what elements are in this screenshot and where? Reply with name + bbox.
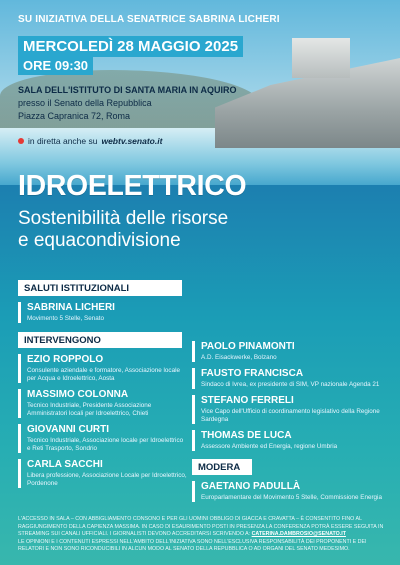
- speaker-role: A.D. Eisackwerke, Bolzano: [201, 354, 277, 361]
- subtitle-line-1: Sostenibilità delle risorse: [18, 208, 229, 229]
- speaker-role: Sindaco di Ivrea, ex presidente di SIM, VP nazionale Agenda 21: [201, 381, 380, 388]
- speaker-bar: [192, 395, 195, 424]
- speaker-entry: [18, 389, 188, 418]
- speaker-bar: [192, 430, 195, 451]
- speaker-name: CARLA SACCHI: [27, 459, 103, 470]
- venue-address: Piazza Capranica 72, Roma: [18, 111, 131, 121]
- venue-block: [18, 84, 236, 123]
- right-column: [192, 335, 384, 502]
- footer-notice: [18, 516, 384, 554]
- live-prefix: in diretta anche su: [28, 136, 98, 146]
- live-dot-icon: [18, 138, 24, 144]
- speaker-role: Consulente aziendale e formatore, Associazione locale per Acqua e Idroelettrico, Aosta: [27, 367, 180, 382]
- speaker-bar: [18, 389, 21, 418]
- speaker-entry: [18, 302, 188, 323]
- speaker-entry: [192, 368, 384, 389]
- left-column: [18, 280, 188, 488]
- speaker-name: STEFANO FERRELI: [201, 395, 294, 406]
- speaker-entry: [192, 395, 384, 424]
- speaker-bar: [18, 354, 21, 383]
- speaker-bar: [18, 424, 21, 453]
- speaker-bar: [18, 459, 21, 488]
- event-subtitle: [18, 208, 378, 252]
- live-link[interactable]: webtv.senato.it: [101, 136, 163, 146]
- speaker-entry: [18, 459, 188, 488]
- speaker-name: GAETANO PADULLÀ: [201, 481, 301, 492]
- section-intervengono: INTERVENGONO: [18, 332, 182, 348]
- speaker-role: Tecnico Industriale, Associazione locale per Idroelettrico e Reti Trasporto, Sondrio: [27, 437, 184, 452]
- initiative-line: SU INIZIATIVA DELLA SENATRICE SABRINA LICHERI: [18, 14, 280, 25]
- live-streaming-line: [18, 136, 162, 146]
- speaker-role: Assessore Ambiente ed Energia, regione Umbria: [201, 443, 338, 450]
- section-modera: MODERA: [192, 459, 252, 475]
- speakers-left-list: [18, 354, 188, 488]
- speaker-entry: [192, 481, 384, 502]
- venue-line-2: presso il Senato della Repubblica: [18, 98, 152, 108]
- speaker-name: THOMAS DE LUCA: [201, 430, 292, 441]
- speaker-name: MASSIMO COLONNA: [27, 389, 129, 400]
- press-email-link[interactable]: CATERINA.DAMBROSIO@SENATO.IT: [251, 531, 346, 538]
- speaker-name: SABRINA LICHERI: [27, 302, 115, 313]
- speaker-bar: [18, 302, 21, 323]
- speaker-entry: [192, 430, 384, 451]
- moderator-block: [192, 481, 384, 502]
- speaker-entry: [18, 354, 188, 383]
- speaker-name: FAUSTO FRANCISCA: [201, 368, 304, 379]
- speaker-bar: [192, 341, 195, 362]
- footer-text-2: LE OPINIONI E I CONTENUTI ESPRESSI NELL'AMBITO DELL'INIZIATIVA SONO NELL'ESCLUSIVA RESPONSABILITÀ DEI PROPONENTI E DEI RELATORI E NON SONO RICONDUCIBILI IN ALCUN MODO AL SENATO DELLA REPUBBLICA O AD ORGANI DEL SENATO MEDESIMO.: [18, 538, 367, 553]
- speaker-role: Tecnico Industriale, Presidente Associazione Amministratori locali per Idroelettrico, Chieti: [27, 402, 152, 417]
- speaker-entry: [192, 341, 384, 362]
- event-time: ORE 09:30: [18, 56, 93, 75]
- speaker-role: Movimento 5 Stelle, Senato: [27, 315, 105, 322]
- speaker-role: Vice Capo dell'Ufficio di coordinamento legislativo della Regione Sardegna: [201, 408, 380, 423]
- section-saluti: SALUTI ISTITUZIONALI: [18, 280, 182, 296]
- speaker-role: Libera professione, Associazione Locale per Idroelettrico, Pordenone: [27, 472, 187, 487]
- event-date: MERCOLEDÌ 28 MAGGIO 2025: [18, 36, 243, 57]
- venue-name: SALA DELL'ISTITUTO DI SANTA MARIA IN AQUIRO: [18, 85, 237, 95]
- program-panel: [18, 280, 384, 510]
- speaker-entry: [18, 424, 188, 453]
- footer-text-1: L'ACCESSO IN SALA – CON ABBIGLIAMENTO CONSONO E PER GLI UOMINI OBBLIGO DI GIACCA E CRAVATTA – È CONSENTITO FINO AL RAGGIUNGIMENTO DELLA CAPIENZA MASSIMA. IN CASO DI ESAURIMENTO POSTI IN PRESENZA LA CONFERENZA POTRÀ ESSERE SEGUITA IN STREAMING SUI CANALI UFFICIALI. I GIORNALISTI DEVONO ACCREDITARSI SCRIVENDO A:: [18, 516, 384, 538]
- event-title: IDROELETTRICO: [18, 170, 247, 202]
- dam-tower-image: [292, 38, 350, 78]
- subtitle-line-2: e equacondivisione: [18, 230, 181, 251]
- saluti-list: [18, 302, 188, 323]
- speaker-role: Europarlamentare del Movimento 5 Stelle, Commissione Energia: [201, 494, 382, 501]
- speaker-bar: [192, 368, 195, 389]
- speaker-name: GIOVANNI CURTI: [27, 424, 110, 435]
- speaker-name: EZIO ROPPOLO: [27, 354, 104, 365]
- speakers-right-list: [192, 341, 384, 451]
- speaker-name: PAOLO PINAMONTI: [201, 341, 295, 352]
- speaker-bar: [192, 481, 195, 502]
